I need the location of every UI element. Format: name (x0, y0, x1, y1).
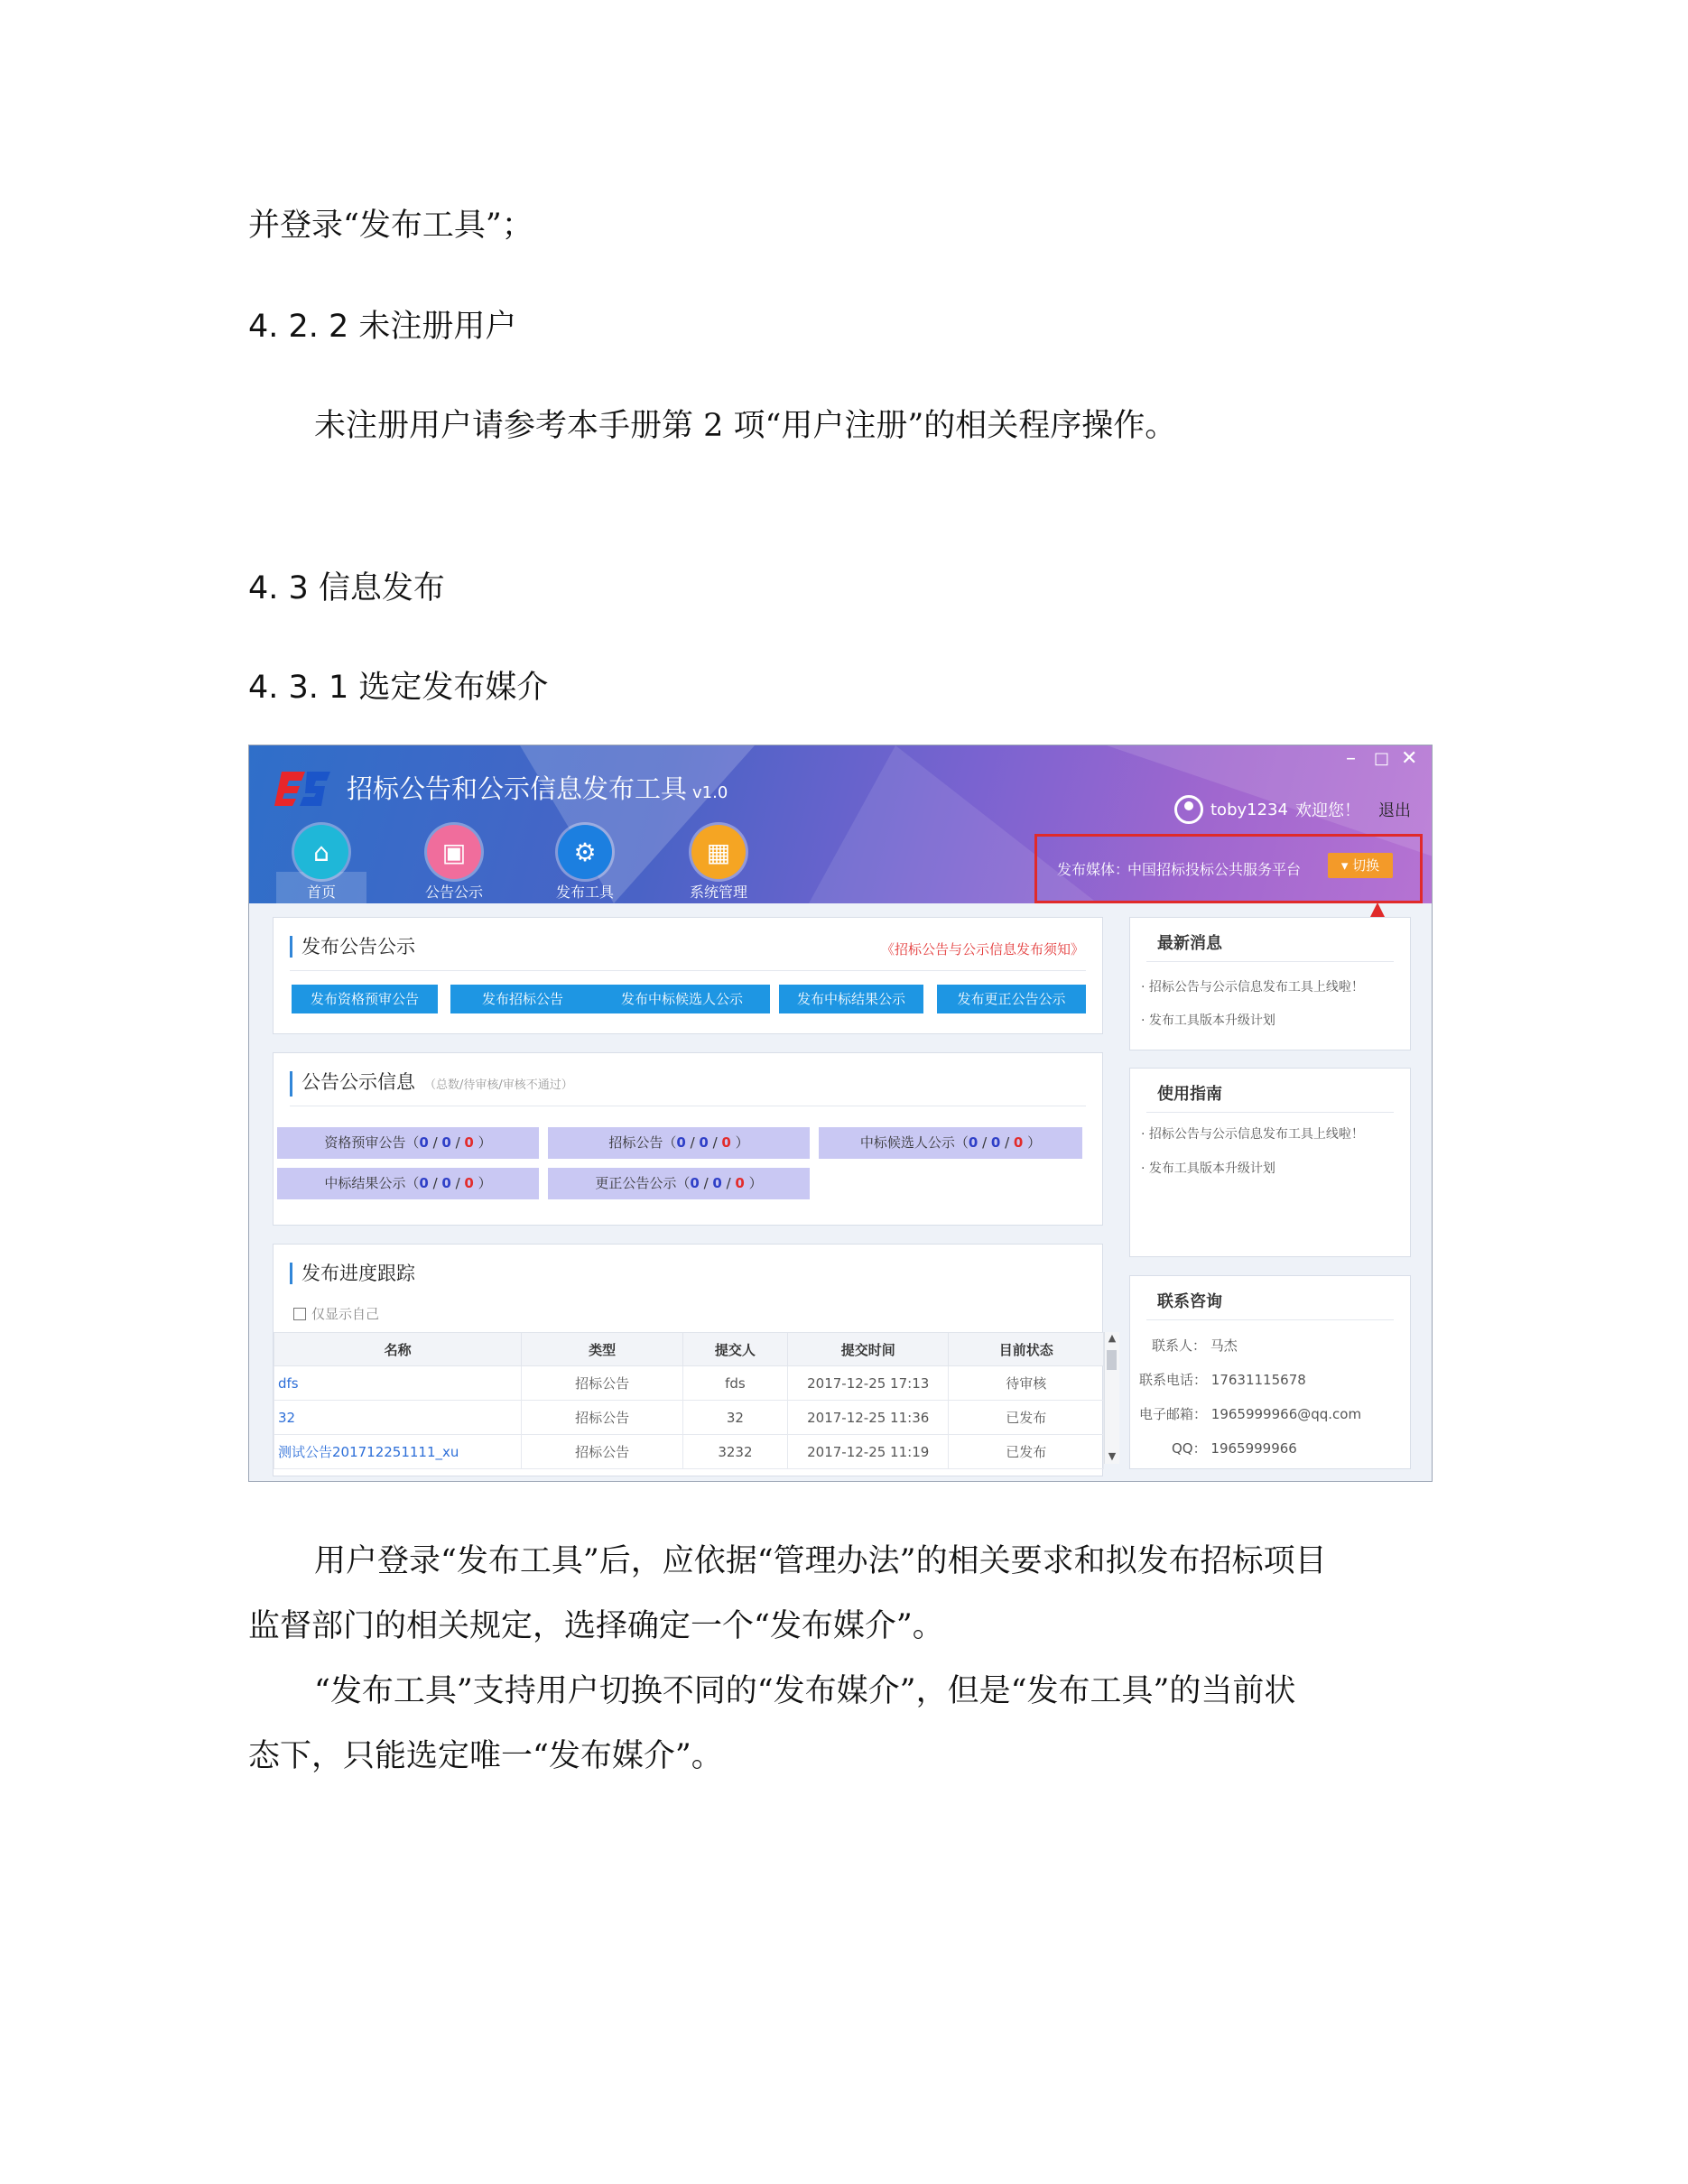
row-type: 招标公告 (522, 1366, 683, 1401)
column-header[interactable]: 名称 (274, 1333, 522, 1366)
news-item[interactable]: · 发布工具版本升级计划 (1141, 1013, 1275, 1028)
row-status: 已发布 (949, 1435, 1104, 1469)
app-logo (274, 768, 330, 808)
column-header[interactable]: 目前状态 (949, 1333, 1104, 1366)
close-icon[interactable]: ✕ (1401, 747, 1418, 770)
checkbox-icon (293, 1308, 306, 1320)
app-title: 招标公告和公示信息发布工具 v1.0 (347, 773, 728, 804)
contact-panel (1129, 1275, 1411, 1469)
row-submitter: 32 (682, 1401, 787, 1435)
table-row[interactable] (274, 1435, 1104, 1469)
publish-tender-button[interactable]: 发布招标公告 (450, 985, 595, 1013)
tracking-table (274, 1332, 1104, 1469)
stat-result[interactable]: 中标结果公示（0 / 0 / 0 ） (277, 1168, 539, 1199)
guide-item[interactable]: · 发布工具版本升级计划 (1141, 1161, 1275, 1176)
username: toby1234 (1210, 800, 1288, 819)
guide-title: 使用指南 (1157, 1085, 1222, 1104)
table-row[interactable] (274, 1366, 1104, 1401)
row-name-link[interactable]: 32 (274, 1401, 522, 1435)
publish-prequal-button[interactable]: 发布资格预审公告 (292, 985, 438, 1013)
column-header[interactable]: 类型 (522, 1333, 683, 1366)
welcome-text: 欢迎您！ (1294, 801, 1360, 820)
media-label: 发布媒体： (1057, 861, 1130, 878)
grid-icon: ▦ (691, 825, 746, 879)
section-heading-4-3: 4. 3 信息发布 (248, 570, 445, 606)
stat-correction[interactable]: 更正公告公示（0 / 0 / 0 ） (548, 1168, 810, 1199)
contact-email: 电子邮箱： 1965999966@qq.com (1139, 1406, 1362, 1422)
row-submitter: 3232 (682, 1435, 787, 1469)
table-scrollbar[interactable] (1104, 1332, 1119, 1464)
doc-text-line: 并登录“发布工具”； (248, 208, 533, 244)
doc-paragraph: 未注册用户请参考本手册第 2 项“用户注册”的相关程序操作。 (314, 408, 1177, 444)
publish-notice-link[interactable]: 《招标公告与公示信息发布须知》 (880, 941, 1084, 958)
stat-tender[interactable]: 招标公告（0 / 0 / 0 ） (548, 1127, 810, 1159)
row-name-link[interactable]: 测试公告201712251111_xu (274, 1435, 522, 1469)
row-status: 待审核 (949, 1366, 1104, 1401)
scroll-down-icon[interactable]: ▼ (1108, 1450, 1117, 1462)
news-item[interactable]: · 招标公告与公示信息发布工具上线啦！ (1141, 980, 1364, 995)
news-panel (1129, 917, 1411, 1050)
scroll-up-icon[interactable]: ▲ (1108, 1332, 1117, 1344)
nav-system-admin[interactable]: ▦ 系统管理 (673, 825, 764, 902)
switch-media-button[interactable]: ▾ 切换 (1328, 853, 1393, 878)
logout-link[interactable]: 退出 (1377, 801, 1411, 820)
info-panel (273, 1052, 1103, 1226)
avatar-icon (1174, 795, 1203, 824)
row-status: 已发布 (949, 1401, 1104, 1435)
publish-panel (273, 917, 1103, 1034)
row-time: 2017-12-25 11:19 (787, 1435, 949, 1469)
row-time: 2017-12-25 17:13 (787, 1366, 949, 1401)
media-value: 中国招标投标公共服务平台 (1127, 861, 1302, 878)
nav-home[interactable]: ⌂ 首页 (276, 825, 366, 902)
minimize-icon[interactable]: – (1346, 747, 1356, 770)
publish-correction-button[interactable]: 发布更正公告公示 (937, 985, 1086, 1013)
only-mine-checkbox[interactable]: 仅显示自己 (293, 1304, 379, 1323)
app-screenshot (248, 745, 1433, 1482)
table-row[interactable] (274, 1401, 1104, 1435)
scroll-thumb[interactable] (1107, 1350, 1117, 1370)
publish-candidate-button[interactable]: 发布中标候选人公示 (594, 985, 770, 1013)
doc-paragraph: 监督部门的相关规定，选择确定一个“发布媒介”。 (248, 1608, 944, 1644)
contact-title: 联系咨询 (1157, 1292, 1222, 1311)
contact-person: 联系人： 马杰 (1152, 1337, 1238, 1354)
row-type: 招标公告 (522, 1401, 683, 1435)
row-type: 招标公告 (522, 1435, 683, 1469)
guide-item[interactable]: · 招标公告与公示信息发布工具上线啦！ (1141, 1127, 1364, 1142)
contact-phone: 联系电话： 17631115678 (1139, 1372, 1306, 1388)
maximize-icon[interactable]: □ (1374, 749, 1390, 768)
app-header (249, 745, 1432, 903)
gear-icon: ⚙ (558, 825, 612, 879)
contact-qq: QQ： 1965999966 (1172, 1440, 1297, 1457)
doc-paragraph: 态下，只能选定唯一“发布媒介”。 (248, 1738, 723, 1774)
tracking-panel (273, 1244, 1117, 1476)
publish-result-button[interactable]: 发布中标结果公示 (779, 985, 923, 1013)
doc-paragraph: “发布工具”支持用户切换不同的“发布媒介”，但是“发布工具”的当前状 (314, 1673, 1296, 1709)
guide-panel (1129, 1068, 1411, 1257)
media-selector-highlight (1034, 834, 1423, 903)
bag-icon: ▣ (427, 825, 481, 879)
home-icon: ⌂ (294, 825, 348, 879)
doc-paragraph: 用户登录“发布工具”后，应依据“管理办法”的相关要求和拟发布招标项目 (314, 1543, 1327, 1579)
row-time: 2017-12-25 11:36 (787, 1401, 949, 1435)
row-submitter: fds (682, 1366, 787, 1401)
tracking-panel-title: 发布进度跟踪 (290, 1263, 415, 1284)
section-heading-4-2-2: 4. 2. 2 未注册用户 (248, 309, 517, 345)
user-info (1174, 795, 1411, 824)
stat-prequal[interactable]: 资格预审公告（0 / 0 / 0 ） (277, 1127, 539, 1159)
news-title: 最新消息 (1157, 934, 1222, 953)
publish-panel-title: 发布公告公示 (290, 936, 415, 958)
section-heading-4-3-1: 4. 3. 1 选定发布媒介 (248, 670, 549, 706)
info-panel-title: 公告公示信息 （总数/待审核/审核不通过） (290, 1071, 573, 1097)
stat-candidate[interactable]: 中标候选人公示（0 / 0 / 0 ） (819, 1127, 1082, 1159)
nav-publish-tool[interactable]: ⚙ 发布工具 (540, 825, 630, 902)
row-name-link[interactable]: dfs (274, 1366, 522, 1401)
column-header[interactable]: 提交人 (682, 1333, 787, 1366)
nav-announcements[interactable]: ▣ 公告公示 (409, 825, 499, 902)
column-header[interactable]: 提交时间 (787, 1333, 949, 1366)
